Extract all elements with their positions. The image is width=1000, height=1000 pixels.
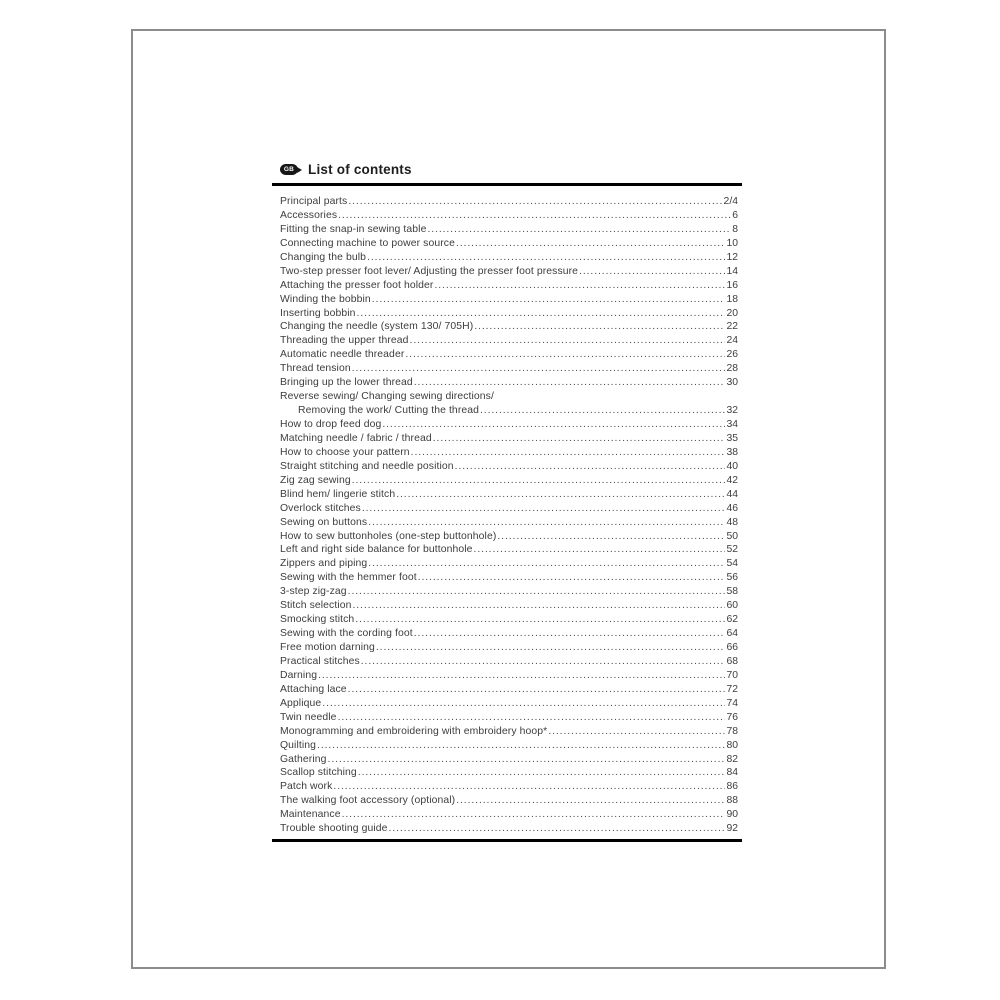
toc-entry-page: 32	[726, 405, 738, 417]
toc-entry	[272, 446, 742, 460]
leader-dots	[405, 348, 725, 362]
toc-entry	[272, 613, 742, 627]
toc-entry	[272, 390, 742, 404]
toc-entry-page: 68	[726, 655, 738, 667]
toc-entry-label: Practical stitches	[280, 655, 360, 667]
toc-entry-label: Twin needle	[280, 711, 337, 723]
toc-entry-label: Connecting machine to power source	[280, 237, 455, 249]
leader-dots	[497, 530, 725, 544]
toc-entry-page: 78	[726, 725, 738, 737]
leader-dots	[317, 739, 725, 753]
leader-dots	[367, 251, 725, 265]
toc-entry-label: Bringing up the lower thread	[280, 377, 413, 389]
toc-entry-label: Smocking stitch	[280, 614, 355, 626]
toc-entry-page: 54	[726, 558, 738, 570]
toc-entry	[272, 237, 742, 251]
leader-dots	[318, 669, 725, 683]
leader-dots	[456, 237, 725, 251]
leader-dots	[342, 808, 726, 822]
toc-entry-page: 72	[726, 683, 738, 695]
toc-entry-label: Sewing on buttons	[280, 516, 368, 528]
toc-entry-page: 12	[726, 251, 738, 263]
toc-entry-page: 56	[726, 572, 738, 584]
toc-entry-label: Matching needle / fabric / thread	[280, 432, 432, 444]
document-page	[131, 29, 886, 969]
toc-entry	[272, 822, 742, 836]
toc-entry-page: 48	[726, 516, 738, 528]
toc-entry-page: 20	[726, 307, 738, 319]
toc-entry	[272, 683, 742, 697]
toc-entry-label: Removing the work/ Cutting the thread	[298, 405, 480, 417]
toc-entry	[272, 348, 742, 362]
leader-dots	[433, 432, 726, 446]
leader-dots	[348, 683, 726, 697]
toc-entry-label: 3-step zig-zag	[280, 586, 347, 598]
toc-entry-page: 88	[726, 795, 738, 807]
leader-dots	[418, 571, 726, 585]
toc-entry-page: 64	[726, 628, 738, 640]
toc-entry-page: 70	[726, 669, 738, 681]
toc-entry-page: 40	[726, 460, 738, 472]
leader-dots	[333, 780, 725, 794]
leader-dots	[410, 334, 726, 348]
toc-entry-label: Changing the bulb	[280, 251, 367, 263]
toc-entry-label: Winding the bobbin	[280, 293, 371, 305]
page-title: List of contents	[308, 162, 412, 177]
leader-dots	[411, 446, 726, 460]
leader-dots	[372, 293, 726, 307]
toc-entry-page: 8	[732, 223, 738, 235]
toc-entry-label: Left and right side balance for buttonhole	[280, 544, 473, 556]
toc-entry-label: Sewing with the hemmer foot	[280, 572, 417, 584]
toc-entry	[272, 362, 742, 376]
badge-arrow-icon	[297, 167, 302, 173]
toc-entry-label: Two-step presser foot lever/ Adjusting the presser foot pressure	[280, 265, 579, 277]
toc-entry	[272, 474, 742, 488]
toc-entry-page: 2/4	[723, 196, 738, 207]
toc-entry	[272, 766, 742, 780]
toc-entry-label: Gathering	[280, 753, 327, 765]
leader-dots	[348, 585, 726, 599]
toc-entry	[272, 251, 742, 265]
toc-entry-page: 80	[726, 739, 738, 751]
toc-entry-label: Accessories	[280, 209, 338, 221]
toc-entry	[272, 320, 742, 334]
footer-rule	[272, 839, 742, 842]
toc-entry	[272, 808, 742, 822]
toc-entry-label: Zig zag sewing	[280, 474, 351, 486]
toc-entry	[272, 753, 742, 767]
toc-entry-label: How to choose your pattern	[280, 446, 410, 458]
toc-entry-label: Patch work	[280, 781, 333, 793]
toc-entry-label: Automatic needle threader	[280, 349, 405, 361]
toc-entry-label: How to sew buttonholes (one-step buttonhole)	[280, 530, 497, 542]
toc-entry-page: 38	[726, 446, 738, 458]
leader-dots	[480, 404, 725, 418]
toc-entry-page: 82	[726, 753, 738, 765]
toc-entry-label: Fitting the snap-in sewing table	[280, 223, 427, 235]
leader-dots	[322, 697, 725, 711]
toc-entry-label: Free motion darning	[280, 642, 375, 653]
leader-dots	[579, 265, 725, 279]
leader-dots	[358, 766, 726, 780]
toc-entry-page: 42	[726, 474, 738, 486]
toc-entry-label: Inserting bobbin	[280, 307, 356, 319]
leader-dots	[328, 753, 726, 767]
toc-entry	[272, 488, 742, 502]
leader-dots	[474, 320, 725, 334]
toc-entry-page: 76	[726, 711, 738, 723]
toc-entry-label: Scallop stitching	[280, 767, 357, 779]
toc-entry-label: Overlock stitches	[280, 502, 361, 514]
leader-dots	[357, 307, 726, 321]
toc-entry-label: Thread tension	[280, 363, 351, 375]
leader-dots	[382, 418, 725, 432]
toc-entry	[272, 404, 742, 418]
toc-entry-page: 46	[726, 502, 738, 514]
toc-entry-label: Blind hem/ lingerie stitch	[280, 488, 396, 500]
toc-entry-page: 74	[726, 697, 738, 709]
toc-entry	[272, 530, 742, 544]
toc-entry-label: Attaching lace	[280, 683, 347, 695]
leader-dots	[352, 599, 725, 613]
toc-entry	[272, 669, 742, 683]
toc-entry	[272, 307, 742, 321]
leader-dots	[434, 279, 725, 293]
toc-entry-page: 18	[726, 293, 738, 305]
toc-entry	[272, 265, 742, 279]
toc-entry	[272, 334, 742, 348]
toc-entry-label: Reverse sewing/ Changing sewing directions/	[280, 391, 494, 403]
toc-entry-label: Applique	[280, 697, 322, 709]
toc-entry-page: 44	[726, 488, 738, 500]
leader-dots	[368, 516, 725, 530]
leader-dots	[414, 627, 726, 641]
toc-entry	[272, 516, 742, 530]
toc-entry-page: 6	[732, 209, 738, 221]
toc-entry-page: 24	[726, 335, 738, 347]
toc-entry-label: Threading the upper thread	[280, 335, 409, 347]
leader-dots	[427, 223, 731, 237]
toc-entry	[272, 460, 742, 474]
toc-entry-page: 84	[726, 767, 738, 779]
toc-entry	[272, 585, 742, 599]
toc-entry-page: 30	[726, 377, 738, 389]
toc-entry-label: Maintenance	[280, 809, 341, 821]
toc-entry-label: Monogramming and embroidering with embroidery hoop*	[280, 725, 548, 737]
language-badge-label: GB	[283, 166, 295, 173]
toc-entry-label: Darning	[280, 669, 318, 681]
leader-dots	[368, 557, 725, 571]
leader-dots	[474, 543, 726, 557]
toc-entry-label: Attaching the presser foot holder	[280, 279, 434, 291]
leader-dots	[456, 794, 725, 808]
toc-entry	[272, 627, 742, 641]
toc-entry-label: Zippers and piping	[280, 558, 368, 570]
toc-entry-page: 35	[726, 432, 738, 444]
leader-dots	[348, 195, 722, 209]
toc-entry-label: Changing the needle (system 130/ 705H)	[280, 321, 474, 333]
leader-dots	[362, 502, 726, 516]
leader-dots	[389, 822, 726, 836]
toc-entry	[272, 432, 742, 446]
toc-entry-page: 60	[726, 600, 738, 612]
leader-dots	[352, 474, 726, 488]
leader-dots	[338, 711, 726, 725]
header-rule	[272, 183, 742, 186]
toc-entry-label: Trouble shooting guide	[280, 823, 388, 835]
toc-entry-page: 92	[726, 823, 738, 835]
toc-entry	[272, 780, 742, 794]
toc-entry	[272, 641, 742, 655]
language-badge-gb	[280, 164, 298, 175]
toc-entry	[272, 543, 742, 557]
toc-content	[272, 161, 742, 842]
toc-entry-page: 62	[726, 614, 738, 626]
toc-entry	[272, 376, 742, 390]
leader-dots	[455, 460, 726, 474]
toc-entry-label: Straight stitching and needle position	[280, 460, 454, 472]
leader-dots	[352, 362, 726, 376]
leader-dots	[414, 376, 726, 390]
toc-entry	[272, 739, 742, 753]
toc-entry-page: 10	[726, 237, 738, 249]
toc-entry	[272, 557, 742, 571]
toc-entry-page: 14	[726, 265, 738, 277]
toc-entry-page: 58	[726, 586, 738, 598]
toc-entry	[272, 223, 742, 237]
toc-entry	[272, 571, 742, 585]
toc-entry	[272, 209, 742, 223]
leader-dots	[355, 613, 725, 627]
toc-entry-label: The walking foot accessory (optional)	[280, 795, 456, 807]
toc-entry	[272, 655, 742, 669]
toc-entry	[272, 697, 742, 711]
toc-entry	[272, 418, 742, 432]
toc-entry	[272, 725, 742, 739]
toc-entry	[272, 502, 742, 516]
toc-entry-page: 52	[726, 544, 738, 556]
page-header	[272, 161, 742, 178]
toc-entry	[272, 711, 742, 725]
toc-entry-page: 22	[726, 321, 738, 333]
toc-entry-page: 90	[726, 809, 738, 821]
toc-entry-page: 34	[726, 419, 738, 430]
toc-entry-label: How to drop feed dog	[280, 419, 382, 430]
toc-entry	[272, 599, 742, 613]
leader-dots	[396, 488, 725, 502]
toc-entry	[272, 794, 742, 808]
leader-dots	[548, 725, 725, 739]
toc-entry-label: Quilting	[280, 739, 317, 751]
toc-entry-page: 28	[726, 363, 738, 375]
toc-entry-page: 26	[726, 349, 738, 361]
toc-entry-label: Sewing with the cording foot	[280, 628, 413, 640]
toc-entry-label: Stitch selection	[280, 600, 352, 612]
leader-dots	[376, 641, 726, 655]
toc-list	[272, 195, 742, 836]
toc-entry	[272, 195, 742, 209]
toc-entry-page: 86	[726, 781, 738, 793]
toc-entry	[272, 279, 742, 293]
toc-entry-page: 16	[726, 279, 738, 291]
toc-entry-label: Principal parts	[280, 196, 348, 207]
toc-entry-page: 50	[726, 530, 738, 542]
leader-dots	[361, 655, 726, 669]
leader-dots	[338, 209, 731, 223]
toc-entry	[272, 293, 742, 307]
toc-entry-page: 66	[726, 642, 738, 653]
